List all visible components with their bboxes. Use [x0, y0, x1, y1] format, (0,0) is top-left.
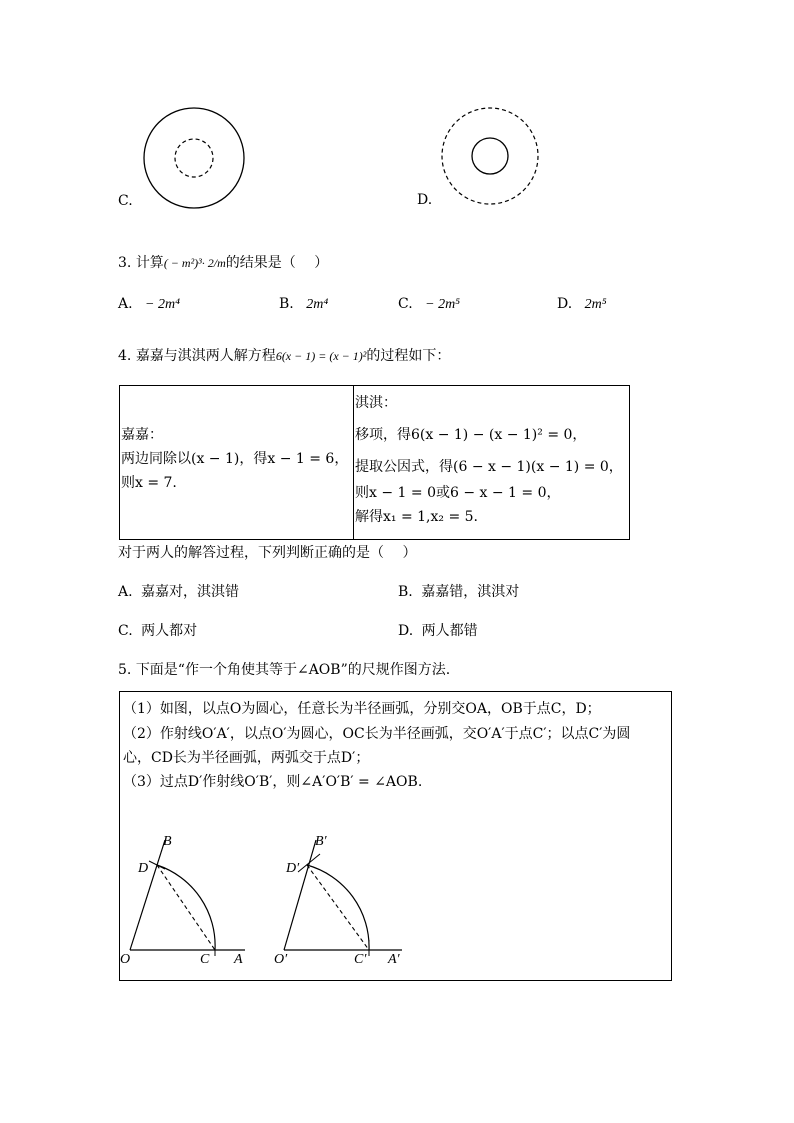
label-o: O — [120, 952, 131, 967]
label-a-prime: A′ — [388, 952, 400, 967]
q3-option-a-label: A. — [118, 296, 133, 312]
option-c-figure — [140, 104, 250, 214]
q3-option-c-value: − 2m⁵ — [425, 297, 461, 312]
q4-equation: 6(x − 1) = (x − 1)² — [275, 349, 367, 363]
jiajia-line2: 则x = 7. — [121, 475, 177, 491]
q5-number: 5. — [118, 662, 132, 678]
tick-d — [149, 861, 165, 869]
q3-option-b-label: B. — [279, 296, 294, 312]
jiajia-cell — [120, 386, 354, 539]
q4-stem — [118, 345, 450, 365]
qiqi-cell — [354, 386, 629, 539]
q3-option-a — [118, 296, 180, 313]
q3-option-d-value: 2m⁵ — [584, 297, 607, 312]
q5-step2a: （2）作射线O′A′，以点O′为圆心，OC长为半径画弧，交O′A′于点C′；以点C′为圆 — [123, 726, 631, 742]
q5-step2b: 心，CD长为半径画弧，两弧交于点D′； — [123, 750, 370, 766]
q4-option-a — [118, 581, 239, 601]
label-c: C — [200, 952, 210, 967]
cross-arc-d-prime — [298, 854, 320, 872]
label-d-prime: D′ — [286, 861, 300, 876]
q4-option-d-text: 两人都错 — [421, 623, 478, 639]
q3-stem-suffix: 的结果是（ ） — [225, 255, 329, 271]
q4-option-b-label: B. — [398, 584, 413, 600]
q5-step3: （3）过点D′作射线O′B′，则∠A′O′B′ = ∠AOB. — [123, 774, 423, 790]
qiqi-line2: 提取公因式，得(6 − x − 1)(x − 1) = 0， — [355, 459, 623, 475]
label-a: A — [234, 952, 243, 967]
jiajia-line1: 两边同除以(x − 1)，得x − 1 = 6， — [121, 451, 349, 467]
q3-option-d-label: D. — [557, 296, 573, 312]
q3-option-d — [557, 296, 607, 313]
jiajia-name: 嘉嘉： — [121, 427, 163, 443]
q4-stem-prefix: 嘉嘉与淇淇两人解方程 — [135, 348, 276, 364]
q5-step1: （1）如图，以点O为圆心，任意长为半径画弧，分别交OA，OB于点C，D； — [123, 701, 601, 717]
inner-dashed-circle — [175, 139, 213, 177]
label-o-prime: O′ — [274, 952, 288, 967]
option-c-label: C. — [118, 193, 133, 209]
q3-stem — [118, 252, 328, 272]
q4-option-c-label: C. — [118, 623, 133, 639]
q3-option-b-value: 2m⁴ — [306, 297, 329, 312]
q4-option-c — [118, 620, 197, 640]
qiqi-line1: 移项，得6(x − 1) − (x − 1)² = 0， — [355, 427, 587, 443]
figure-angle-aob — [120, 832, 260, 967]
option-d-label: D. — [417, 192, 433, 208]
qiqi-line3: 则x − 1 = 0或6 − x − 1 = 0， — [355, 485, 561, 501]
label-b: B — [163, 834, 172, 849]
q3-option-a-value: − 2m⁴ — [145, 297, 180, 312]
q3-expression: ( − m²)³· 2/m — [163, 256, 226, 270]
outer-dashed-circle — [442, 108, 538, 204]
q4-option-d-label: D. — [398, 623, 414, 639]
q4-number: 4. — [118, 348, 132, 364]
q4-option-b — [398, 581, 519, 601]
q5-construction-box — [119, 691, 672, 981]
q4-solution-table — [119, 385, 630, 540]
qiqi-line4: 解得x₁ = 1,x₂ = 5. — [355, 509, 478, 525]
option-d-figure — [438, 104, 542, 208]
q4-option-b-text: 嘉嘉错，淇淇对 — [421, 584, 520, 600]
q4-stem-suffix: 的过程如下： — [366, 348, 451, 364]
q3-number: 3. — [118, 255, 132, 271]
q4-option-a-label: A. — [118, 584, 133, 600]
ray-ob — [130, 840, 165, 950]
ray-o-prime-b-prime — [284, 840, 316, 950]
label-c-prime: C′ — [354, 952, 367, 967]
q4-option-d — [398, 620, 478, 640]
q5-stem — [118, 659, 450, 679]
inner-solid-circle — [472, 138, 508, 174]
q3-stem-prefix: 计算 — [135, 255, 164, 271]
outer-solid-circle — [144, 108, 244, 208]
q3-option-c-label: C. — [398, 296, 413, 312]
figure-angle-a-prime-o-prime-b-prime — [274, 832, 414, 967]
q4-option-a-text: 嘉嘉对，淇淇错 — [141, 584, 240, 600]
q4-option-c-text: 两人都对 — [141, 623, 198, 639]
q3-option-b — [279, 296, 328, 313]
q3-option-c — [398, 296, 460, 313]
q4-question: 对于两人的解答过程，下列判断正确的是（ ） — [118, 545, 417, 561]
label-d: D — [138, 861, 149, 876]
label-b-prime: B′ — [315, 834, 327, 849]
q5-stem-text: 下面是“作一个角使其等于∠AOB”的尺规作图方法. — [135, 662, 451, 678]
qiqi-name: 淇淇： — [355, 395, 397, 411]
